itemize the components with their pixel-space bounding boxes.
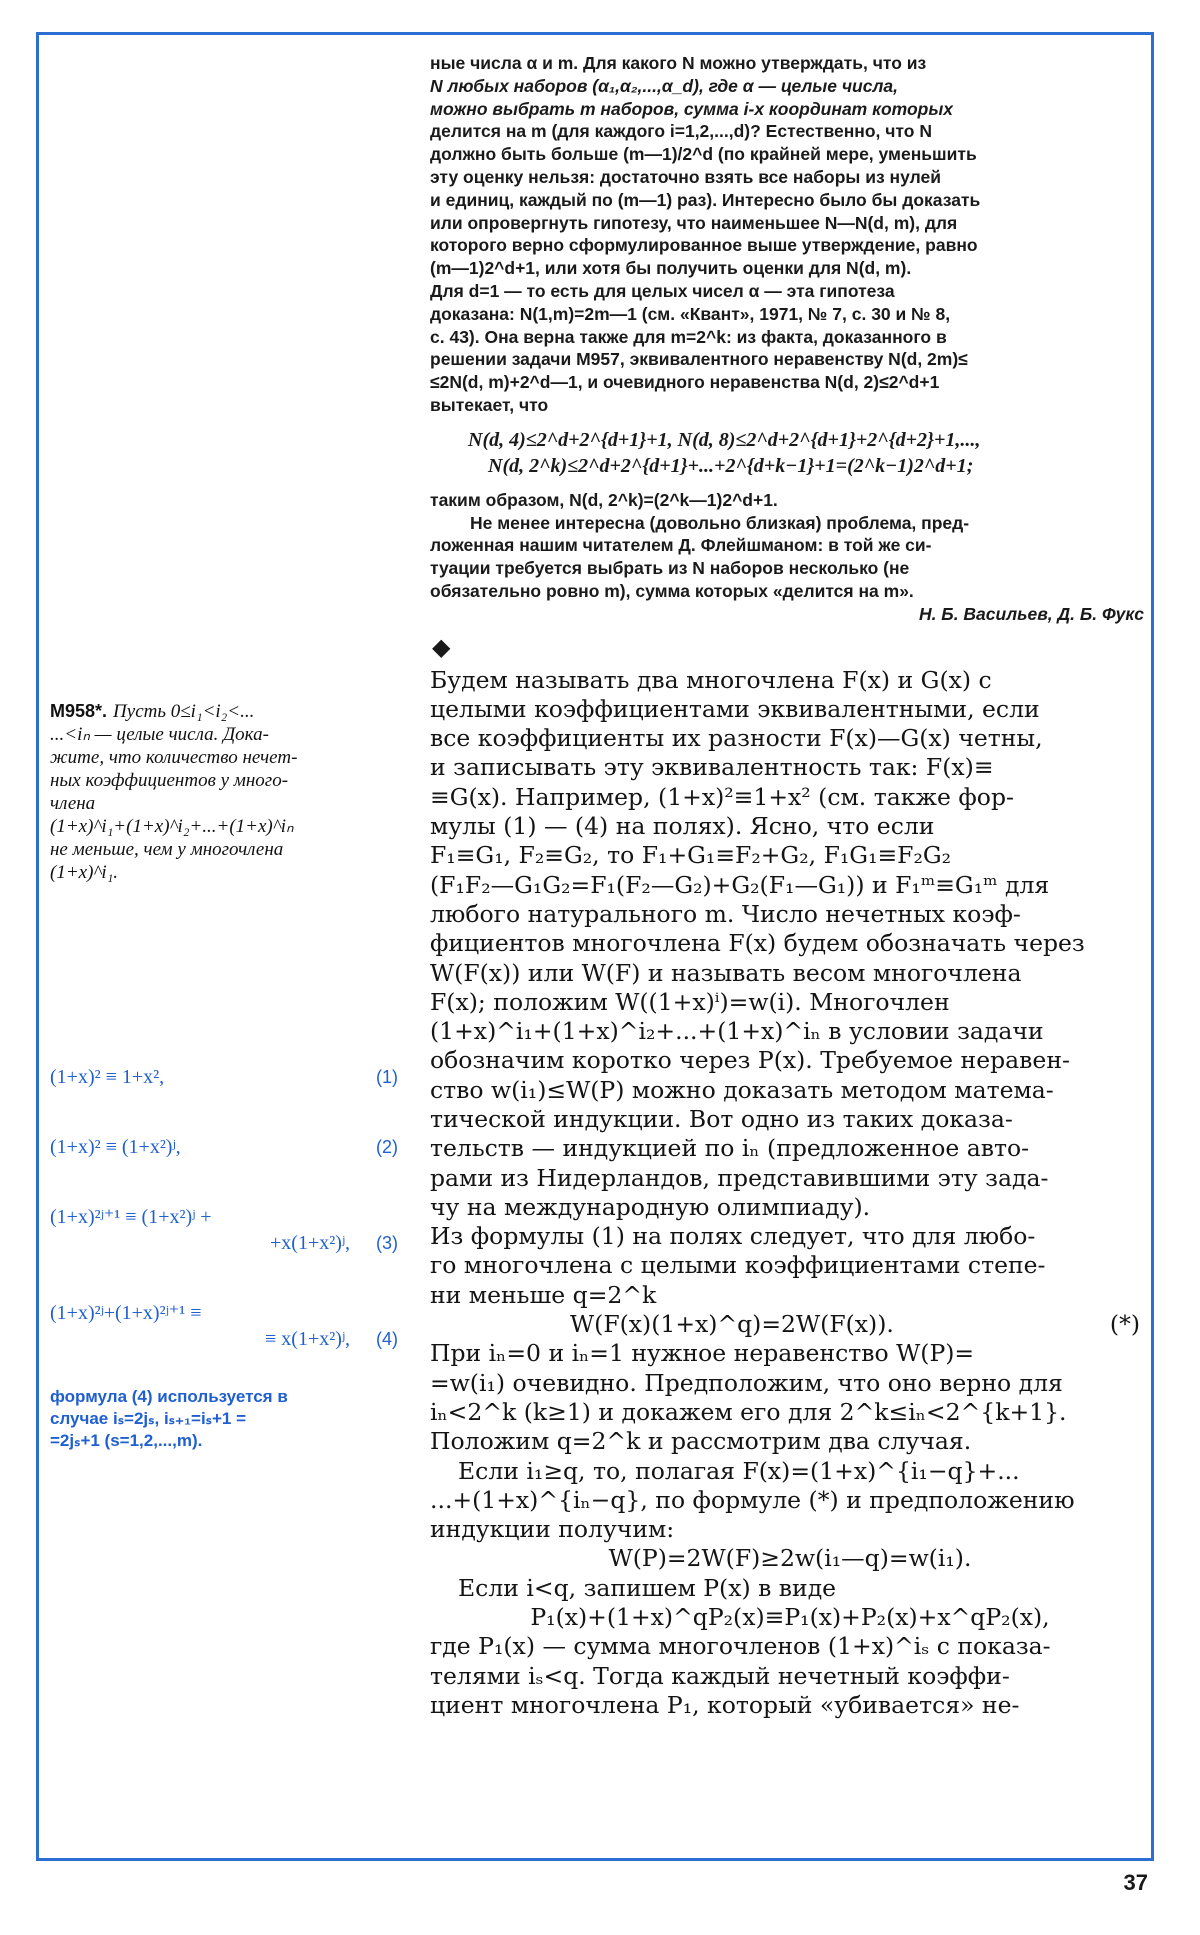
text-line: туации требуется выбрать из N наборов несколько (не: [430, 558, 910, 579]
text-line: индукции получим:: [430, 1515, 675, 1544]
margin-formula-4: (1+x)²ʲ+(1+x)²ʲ⁺¹ ≡ ≡ x(1+x²)ʲ, (4): [50, 1302, 398, 1350]
text-line: рами из Нидерландов, представившими эту зада-: [430, 1163, 1049, 1192]
text-line: F₁≡G₁, F₂≡G₂, то F₁+G₁≡F₂+G₂, F₁G₁≡F₂G₂: [430, 841, 952, 870]
text-line: =w(i₁) очевидно. Предположим, что оно верно для: [430, 1368, 1063, 1397]
margin-formula-2: (1+x)² ≡ (1+x²)ʲ, (2): [50, 1136, 398, 1158]
previous-solution-text: [430, 52, 1150, 626]
text-line: ни меньше q=2^k: [430, 1280, 657, 1309]
text-line: мулы (1) — (4) на полях). Ясно, что если: [430, 812, 935, 841]
formula-number: (4): [376, 1329, 398, 1349]
text-line: W(F(x)) или W(F) и называть весом многочлена: [430, 958, 1022, 987]
text-line: фициентов многочлена F(x) будем обозначать через: [430, 929, 1085, 958]
text-line: ≤2N(d, m)+2^d—1, и очевидного неравенства N(d, 2)≤2^d+1: [430, 372, 940, 393]
text-line: все коэффициенты их разности F(x)—G(x) четны,: [430, 724, 1043, 753]
formula-number: (1): [376, 1067, 398, 1087]
margin-formula-1: (1+x)² ≡ 1+x², (1): [50, 1066, 398, 1088]
star-equation: W(F(x)(1+x)^q)=2W(F(x)).: [570, 1310, 894, 1339]
split-equation: P₁(x)+(1+x)^qP₂(x)≡P₁(x)+P₂(x)+x^qP₂(x),: [530, 1603, 1050, 1632]
problem-line: (1+x)^i₁+(1+x)^i₂+...+(1+x)^iₙ: [50, 816, 294, 837]
text-line: где P₁(x) — сумма многочленов (1+x)^iₛ с показа-: [430, 1632, 1051, 1661]
text-line: и единиц, каждый по (m—1) раз). Интересно было бы доказать: [430, 189, 981, 210]
text-line: должно быть больше (m—1)/2^d (по крайней мере, уменьшить: [430, 144, 977, 165]
text-line: Положим q=2^k и рассмотрим два случая.: [430, 1427, 972, 1456]
text-line: го многочлена с целыми коэффициентами степе-: [430, 1251, 1046, 1280]
problem-line: жите, что количество нечет-: [50, 747, 298, 768]
problem-line: (1+x)^i₁.: [50, 862, 119, 883]
text-line: F(x); положим W((1+x)ⁱ)=w(i). Многочлен: [430, 987, 950, 1016]
text-line: Будем называть два многочлена F(x) и G(x) с: [430, 665, 992, 694]
text-line: тельств — индукцией по iₙ (предложенное авто-: [430, 1134, 1030, 1163]
star-equation-line: [430, 1310, 1150, 1339]
text-line: Если i₁≥q, то, полагая F(x)=(1+x)^{i₁−q}+...: [458, 1456, 1020, 1485]
display-equation: N(d, 4)≤2^d+2^{d+1}+1, N(d, 8)≤2^d+2^{d+1}+2^{d+2}+1,...,: [468, 428, 981, 451]
page-number: 37: [1123, 1870, 1148, 1895]
text-line: Для d=1 — то есть для целых чисел α — эта гипотеза: [430, 280, 895, 301]
text-line: тической индукции. Вот одно из таких доказа-: [430, 1104, 1013, 1133]
text-line: обязательно ровно m), сумма которых «делится на m».: [430, 580, 914, 601]
formula-number: (3): [376, 1233, 398, 1253]
text-line: ство w(i₁)≤W(P) можно доказать методом матема-: [430, 1075, 1054, 1104]
text-line: (m—1)2^d+1, или хотя бы получить оценки для N(d, m).: [430, 258, 912, 279]
left-margin-column: [50, 700, 400, 1452]
text-line: обозначим коротко через P(x). Требуемое неравен-: [430, 1046, 1070, 1075]
text-line: циент многочлена P₁, который «убивается» не-: [430, 1690, 1020, 1719]
text-line: iₙ<2^k (k≥1) и докажем его для 2^k≤iₙ<2^{k+1}.: [430, 1397, 1067, 1426]
problem-line: ...<iₙ — целые числа. Дока-: [50, 724, 269, 745]
text-line: (1+x)^i₁+(1+x)^i₂+...+(1+x)^iₙ в условии задачи: [430, 1017, 1044, 1046]
problem-number: M958*.: [50, 701, 108, 721]
text-line: При iₙ=0 и iₙ=1 нужное неравенство W(P)=: [430, 1339, 975, 1368]
main-column: [430, 52, 1150, 1720]
text-line: или опровергнуть гипотезу, что наименьшее N—N(d, m), для: [430, 212, 958, 233]
text-line: чу на международную олимпиаду).: [430, 1192, 871, 1221]
text-line: (F₁F₂—G₁G₂=F₁(F₂—G₂)+G₂(F₁—G₁)) и F₁ᵐ≡G₁ᵐ для: [430, 870, 1050, 899]
problem-statement: [50, 700, 400, 884]
text-line: Если i<q, запишем P(x) в виде: [458, 1573, 837, 1602]
text-line: с. 43). Она верна также для m=2^k: из факта, доказанного в: [430, 326, 947, 347]
author-signature: Н. Б. Васильев, Д. Б. Фукс: [918, 603, 1144, 624]
text-line: ...+(1+x)^{iₙ−q}, по формуле (*) и предположению: [430, 1485, 1075, 1514]
problem-line: ных коэффициентов у много-: [50, 770, 289, 791]
text-line: таким образом, N(d, 2^k)=(2^k—1)2^d+1.: [430, 489, 778, 510]
induction-equation: W(P)=2W(F)≥2w(i₁—q)=w(i₁).: [608, 1544, 972, 1573]
text-line: которого верно сформулированное выше утверждение, равно: [430, 235, 978, 256]
text-line: и записывать эту эквивалентность так: F(x)≡: [430, 753, 994, 782]
text-line: доказана: N(1,m)=2m—1 (см. «Квант», 1971, № 7, с. 30 и № 8,: [430, 303, 951, 324]
section-diamond-icon: ◆: [432, 632, 451, 661]
text-line: целыми коэффициентами эквивалентными, если: [430, 694, 1040, 723]
formula-number: (2): [376, 1137, 398, 1157]
text-line: ложенная нашим читателем Д. Флейшманом: в той же си-: [430, 535, 932, 556]
text-line: Не менее интересна (довольно близкая) проблема, пред-: [470, 512, 970, 533]
margin-formulas: [50, 1064, 400, 1452]
text-line: эту оценку нельзя: достаточно взять все наборы из нулей: [430, 166, 941, 187]
text-line: Из формулы (1) на полях следует, что для любо-: [430, 1222, 1036, 1251]
text-line: ≡G(x). Например, (1+x)²≡1+x² (см. также фор-: [430, 782, 1014, 811]
text-line: вытекает, что: [430, 394, 549, 415]
equation-tag: (*): [1109, 1310, 1140, 1339]
solution-text: [430, 666, 1150, 1721]
margin-note: формула (4) используется в случае iₛ=2jₛ, iₛ₊₁=iₛ+1 = =2jₛ+1 (s=1,2,...,m).: [50, 1387, 288, 1450]
text-line: телями iₛ<q. Тогда каждый нечетный коэффи-: [430, 1661, 1010, 1690]
problem-line: члена: [50, 793, 96, 814]
text-line: можно выбрать m наборов, сумма i-х координат которых: [430, 98, 954, 119]
text-line: ные числа α и m. Для какого N можно утверждать, что из: [430, 53, 927, 73]
problem-line: Пусть 0≤i₁<i₂<...: [113, 701, 255, 722]
display-equation: N(d, 2^k)≤2^d+2^{d+1}+...+2^{d+k−1}+1=(2^k−1)2^d+1;: [488, 454, 974, 477]
problem-line: не меньше, чем у многочлена: [50, 839, 284, 860]
margin-formula-3: (1+x)²ʲ⁺¹ ≡ (1+x²)ʲ + +x(1+x²)ʲ, (3): [50, 1206, 398, 1254]
text-line: решении задачи М957, эквивалентного неравенству N(d, 2m)≤: [430, 349, 968, 370]
text-line: делится на m (для каждого i=1,2,...,d)? Естественно, что N: [430, 121, 932, 142]
text-line: любого натурального m. Число нечетных коэф-: [430, 899, 1021, 928]
text-line: N любых наборов (α₁,α₂,...,α_d), где α — целые числа,: [430, 75, 898, 96]
